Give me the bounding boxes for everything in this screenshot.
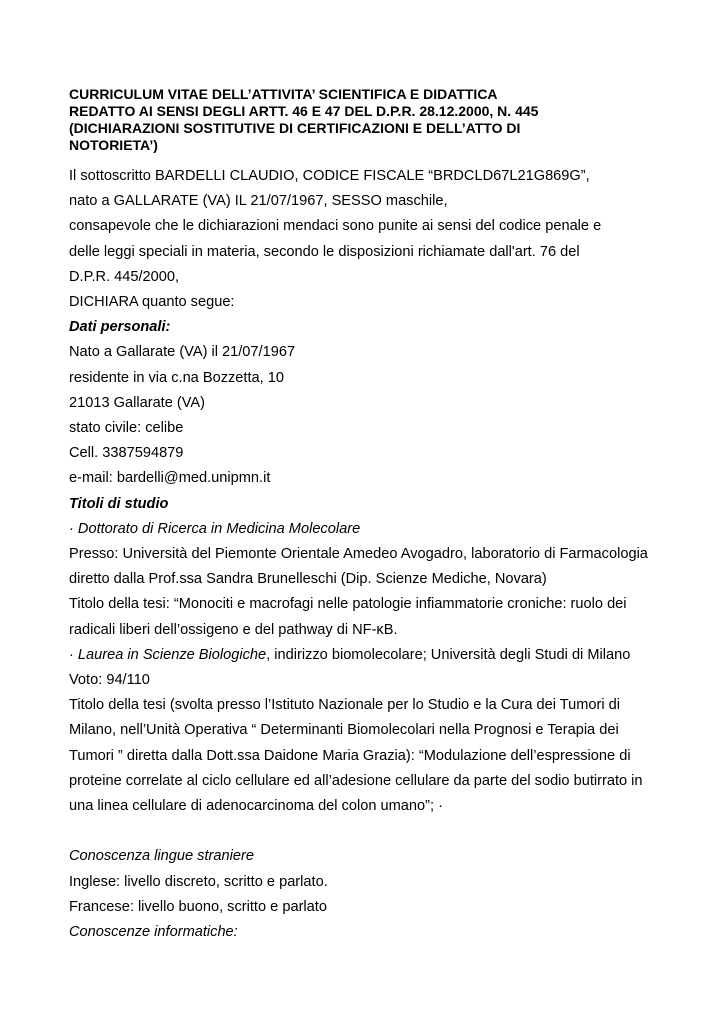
heading-line: CURRICULUM VITAE DELL’ATTIVITA’ SCIENTIFICA E DIDATTICA (69, 86, 498, 102)
document-page (69, 86, 669, 945)
personal-line: 21013 Gallarate (VA) (69, 394, 206, 411)
section-title-it-skills: Conoscenze informatiche: (69, 924, 238, 941)
declaration-line: delle leggi speciali in materia, secondo le disposizioni richiamate dall'art. 76 del (69, 243, 580, 260)
personal-data-section (69, 315, 669, 491)
declaration-line: consapevole che le dichiarazioni mendaci sono punite ai sensi del codice penale e (69, 218, 602, 235)
section-title-studies: Titoli di studio (69, 495, 169, 512)
phd-line: Titolo della tesi: “Monociti e macrofagi nelle patologie infiammatorie croniche: ruolo dei (69, 596, 627, 613)
phd-line: radicali liberi dell’ossigeno e del pathway di NF-κB. (69, 621, 398, 638)
phd-line: diretto dalla Prof.ssa Sandra Brunelleschi (Dip. Scienze Mediche, Novara) (69, 571, 547, 588)
languages-section (69, 844, 669, 920)
degree-line: una linea cellulare di adenocarcinoma del colon umano”; · (69, 798, 443, 815)
email-line: e-mail: bardelli@med.unipmn.it (69, 470, 271, 487)
degree-line: Voto: 94/110 (69, 672, 150, 689)
declaration-line: Il sottoscritto BARDELLI CLAUDIO, CODICE FISCALE “BRDCLD67L21G869G”, (69, 168, 590, 184)
degree-line: Tumori ” diretta dalla Dott.ssa Daidone Maria Grazia): “Modulazione dell’espressione di (69, 747, 631, 764)
degree-line: Titolo della tesi (svolta presso l’Istituto Nazionale per lo Studio e la Cura dei Tumori di (69, 697, 621, 714)
language-line: Inglese: livello discreto, scritto e parlato. (69, 873, 328, 890)
declaration-line: DICHIARA quanto segue: (69, 294, 235, 311)
declaration-line: D.P.R. 445/2000, (69, 268, 180, 285)
blank-line (69, 819, 669, 844)
language-line: Francese: livello buono, scritto e parlato (69, 898, 327, 915)
phd-line: Presso: Università del Piemonte Orientale Amedeo Avogadro, laboratorio di Farmacologia (69, 546, 648, 563)
degree-title-line (69, 643, 669, 668)
heading-line: (DICHIARAZIONI SOSTITUTIVE DI CERTIFICAZIONI E DELL’ATTO DI (69, 120, 521, 136)
heading-line: NOTORIETA’) (69, 137, 158, 153)
personal-line: Nato a Gallarate (VA) il 21/07/1967 (69, 344, 296, 361)
document-body (69, 164, 669, 945)
phd-title: · Dottorato di Ricerca in Medicina Molecolare (69, 520, 361, 537)
declaration-section (69, 164, 669, 315)
personal-line: Cell. 3387594879 (69, 445, 184, 462)
degree-title: · Laurea in Scienze Biologiche (69, 646, 267, 663)
degree-line: Milano, nell’Unità Operativa “ Determinanti Biomolecolari nella Prognosi e Terapia dei (69, 722, 619, 739)
it-skills-section (69, 920, 669, 945)
section-title-languages: Conoscenza lingue straniere (69, 848, 254, 865)
degree-line: proteine correlate al ciclo cellulare ed all’adesione cellulare da parte del sodio butirrato in (69, 772, 643, 789)
personal-line: stato civile: celibe (69, 420, 184, 437)
studies-section (69, 492, 669, 820)
personal-line: residente in via c.na Bozzetta, 10 (69, 369, 284, 386)
document-heading (69, 86, 669, 154)
declaration-line: nato a GALLARATE (VA) IL 21/07/1967, SESSO maschile, (69, 193, 448, 210)
section-title-personal: Dati personali: (69, 319, 171, 336)
heading-line: REDATTO AI SENSI DEGLI ARTT. 46 E 47 DEL D.P.R. 28.12.2000, N. 445 (69, 103, 539, 119)
degree-detail: , indirizzo biomolecolare; Università degli Studi di Milano (266, 646, 631, 663)
